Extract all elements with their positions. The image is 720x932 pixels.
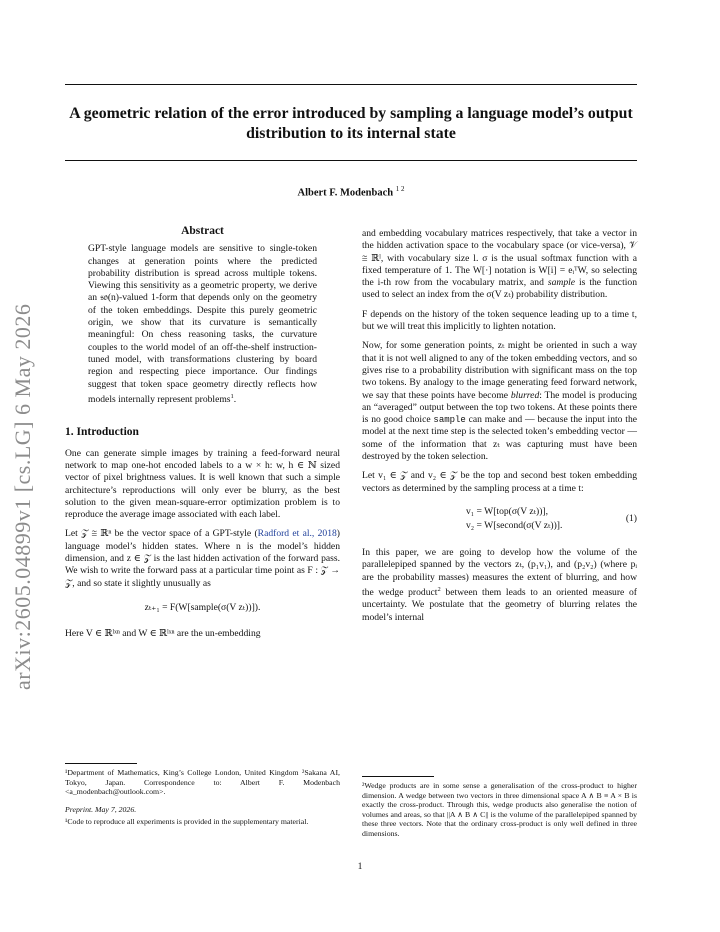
equation-1-line-2: v₂ = W[second(σ(V zₜ))]. bbox=[466, 519, 563, 531]
left-footnotes bbox=[65, 757, 340, 830]
footnote-rule-right bbox=[362, 776, 434, 777]
arxiv-identifier: arXiv:2605.04899v1 [cs.LG] 6 May 2026 bbox=[10, 303, 35, 690]
right-p3-start: Now, for some generation points, zₜ might be oriented in such a way that it is not well aligned to any of the token embedding vectors, and so gives rise to a probability distribution with significant mass on the top two tokens. By analogy to the image generating feed forward network, we say that these points have become bbox=[362, 340, 637, 401]
abstract-end: . bbox=[233, 394, 237, 406]
right-p1-sample: sample bbox=[547, 277, 576, 289]
abstract-heading: Abstract bbox=[181, 225, 224, 237]
affiliation-footnote: ¹Department of Mathematics, King’s College London, United Kingdom ²Sakana AI, Tokyo, Japan. Correspondence to: Albert F. Modenbach <a_modenbach@outlook.com>. bbox=[65, 768, 340, 797]
right-p3-blurred: blurred bbox=[510, 389, 540, 401]
citation-radford-link[interactable]: Radford et al., 2018 bbox=[257, 528, 337, 540]
abstract-text: GPT-style language models are sensitive to single-token changes at generation points where the predicted probability distribution is spread across multiple tokens. Viewing this sensitivity as a geometric property, we derive an 𝔰𝔬(n)-valued 1-form that depends only on the geometry of the token embeddings. Despite this purely geometric origin, we show that its curvature is semantically meaningful: On chess reasoning tasks, the curvature couples to the world model of an off-the-shelf instruction-tuned model, with transformations clustering by board region and respecting piece importance. Our findings suggest that token space geometry directly reflects how models internally represent problems bbox=[88, 243, 317, 406]
right-paragraph-4: Let v₁ ∈ 𝒵 and v₂ ∈ 𝒵 be the top and second best token embedding vectors as determined by the sampling process at a time t: bbox=[362, 470, 637, 494]
title-top-rule bbox=[65, 84, 637, 85]
paper-title: A geometric relation of the error introduced by sampling a language model’s output distribution to its internal state bbox=[69, 105, 633, 142]
right-p3-end: can make and — because the input into the model at the next time step is the selected token’s embedding vector — some of the information that zₜ was capturing must have been destroyed by the token selection. bbox=[362, 414, 638, 463]
wedge-footnote-mark: 2 bbox=[437, 585, 441, 593]
author-name: Albert F. Modenbach bbox=[297, 187, 394, 199]
right-paragraph-5 bbox=[362, 547, 637, 624]
equation-1-number: (1) bbox=[625, 512, 637, 524]
page-number: 1 bbox=[357, 861, 363, 872]
right-p3-middle: : The model is producing an “averaged” output between the top two tokens. At these points there is no good choice bbox=[362, 389, 637, 426]
right-p3-code-sample: sample bbox=[433, 415, 466, 426]
equation-1-line-1: v₁ = W[top(σ(V zₜ))], bbox=[466, 505, 549, 517]
right-p1-start: and embedding vocabulary matrices respectively, that take a vector in the hidden activation space to the vocabulary space (or vice-versa), 𝒱 ≅ ℝˡ, with vocabulary size l. σ is the usual softmax function with a fixed temperature of 1. The W[·] notation is W[i] = eᵢᵀW, so selecting the i-th row from the vocabulary matrix, and bbox=[362, 228, 637, 289]
forward-pass-equation: zₜ₊₁ = F(W[sample(σ(V zₜ))]). bbox=[144, 601, 261, 613]
author-affiliation-marks: 1 2 bbox=[395, 185, 405, 193]
title-bottom-rule bbox=[65, 160, 637, 161]
abstract-footnote-mark: 1 bbox=[230, 392, 234, 400]
code-footnote: ¹Code to reproduce all experiments is provided in the supplementary material. bbox=[65, 817, 309, 827]
footnote-rule-left bbox=[65, 763, 137, 764]
intro-p2-start: Let 𝒵 ≅ ℝⁿ be the vector space of a GPT-style ( bbox=[65, 528, 258, 540]
right-p5-end: between them leads to an oriented measure of uncertainty. We postulate that the geometry of blurring relates the model’s internal bbox=[362, 587, 637, 623]
author-line bbox=[65, 185, 637, 199]
right-column bbox=[362, 228, 637, 631]
abstract-body bbox=[65, 243, 340, 406]
equation-1 bbox=[362, 505, 637, 533]
wedge-product-footnote: ²Wedge products are in some sense a generalisation of the cross-product to higher dimension. A wedge between two vectors in three dimensional space A ∧ B ≡ A × B is exactly the cross-product. Through this, wedge products also generalise the notion of volumes and areas, so that ||A ∧ B ∧ C|| is the volume of the parallelepiped spanned by these three vectors. Note that the ordinary cross-product is only well defined in three dimensions. bbox=[362, 781, 637, 838]
intro-paragraph-3: Here V ∈ ℝˡˣⁿ and W ∈ ℝˡˣⁿ are the un-embedding bbox=[65, 628, 261, 640]
right-paragraph-2: F depends on the history of the token sequence leading up to a time t, but we will treat this implicitly to lighten notation. bbox=[362, 308, 637, 333]
right-footnotes bbox=[362, 770, 637, 842]
right-p1-end: is the function used to select an index from the σ(V zₜ) probability distribution. bbox=[362, 277, 637, 301]
section-heading-introduction: 1. Introduction bbox=[65, 426, 139, 439]
right-paragraph-1 bbox=[362, 228, 637, 302]
left-column bbox=[65, 225, 340, 648]
right-paragraph-3 bbox=[362, 340, 637, 463]
intro-paragraph-2 bbox=[65, 528, 340, 589]
preprint-date: Preprint. May 7, 2026. bbox=[65, 804, 137, 814]
intro-p2-end: ) language model’s hidden states. Where n is the model’s hidden dimension, and z ∈ 𝒵 is the last hidden activation of the forward pass. We wish to write the forward pass at a particular time point as F : 𝒵 → 𝒵, and so state it slightly unusually as bbox=[65, 528, 340, 589]
right-p5-start: In this paper, we are going to develop how the volume of the parallelepiped spanned by the vectors zₜ, (p₁v₁), and (p₂v₂) (where pᵢ are the probability masses) measures the extent of blurring, and how the wedge product bbox=[362, 546, 637, 599]
intro-paragraph-1: One can generate simple images by training a feed-forward neural network to map one-hot encoded labels to a w × h: w, h ∈ ℕ sized vector of pixel brightness values. It is well known that such a simple architecture’s reproductions will only ever be blurry, as the best solution to the given mean-square-error optimization problem is to reproduce the average image associated with each label. bbox=[65, 447, 340, 521]
